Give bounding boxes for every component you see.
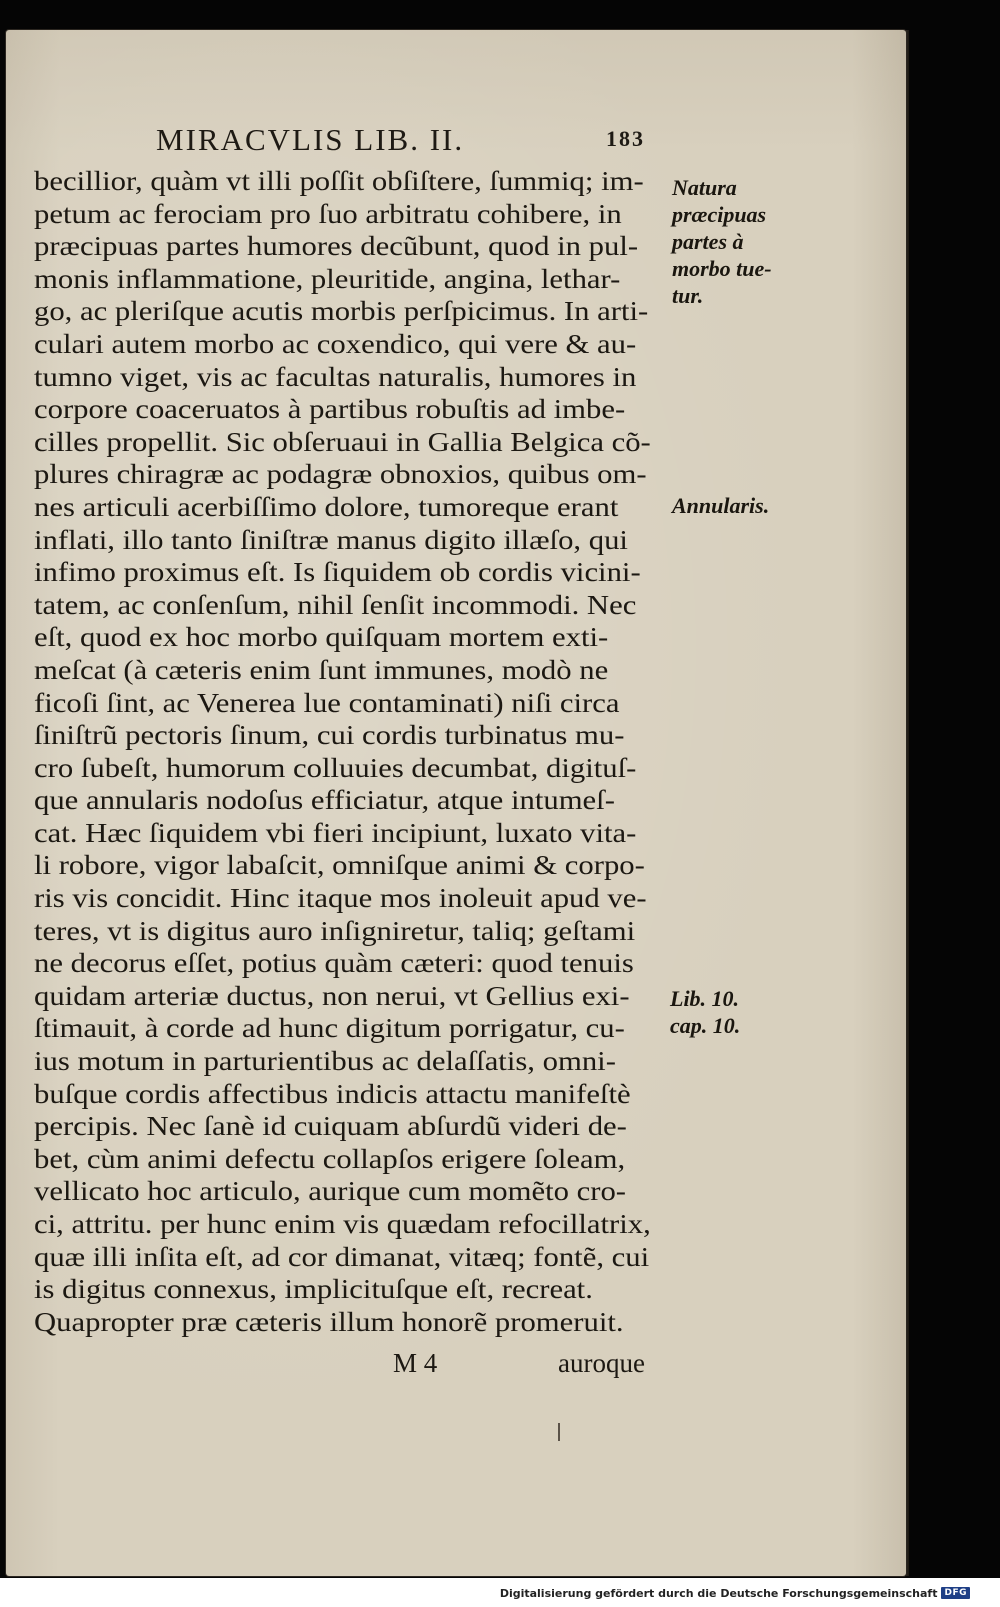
margin-note-line: Annularis.: [672, 493, 770, 518]
catchword: auroque: [558, 1348, 645, 1378]
page-number: 183: [606, 126, 645, 151]
text-line: becillior, quàm vt illi poſſit obſiſtere, ſummiq; im-: [34, 166, 644, 196]
running-header: [156, 122, 676, 162]
book-page: [6, 30, 906, 1576]
text-line: li robore, vigor labaſcit, omniſque animi & corpo-: [34, 850, 645, 881]
margin-note-line: tur.: [672, 283, 704, 308]
text-line: infimo proximus eſt. Is ſiquidem ob cordis vicini-: [34, 557, 641, 588]
digitization-credit: [500, 1583, 970, 1603]
text-line: ſiniſtrũ pectoris ſinum, cui cordis turbinatus mu-: [34, 720, 625, 751]
text-line: quidam arteriæ ductus, non nerui, vt Gellius exi-: [34, 980, 630, 1011]
margin-note-gellius-ref: [670, 985, 740, 1039]
margin-note-line: partes à: [672, 229, 744, 254]
text-line: cro ſubeſt, humorum colluuies decumbat, digituſ-: [34, 752, 637, 783]
text-line: tumno viget, vis ac facultas naturalis, humores in: [34, 361, 637, 392]
text-line: is digitus connexus, implicituſque eſt, recreat.: [34, 1274, 593, 1305]
text-line: ris vis concidit. Hinc itaque mos inoleuit apud ve-: [34, 883, 647, 914]
signature-mark: M 4: [393, 1348, 438, 1378]
text-line: teres, vt is digitus auro inſigniretur, taliq; geſtami: [34, 915, 636, 946]
text-line: go, ac pleriſque acutis morbis perſpicimus. In arti-: [34, 296, 649, 327]
body-text: [34, 165, 666, 1338]
margin-note-line: præcipuas: [672, 202, 767, 227]
text-line: ci, attritu. per hunc enim vis quædam refocillatrix,: [34, 1209, 651, 1239]
text-line: ne decorus eſſet, potius quàm cæteri: quod tenuis: [34, 948, 634, 979]
text-line: inflati, illo tanto ſiniſtræ manus digito illæſo, qui: [34, 524, 628, 555]
text-line: petum ac ferociam pro ſuo arbitratu cohibere, in: [34, 198, 622, 229]
margin-note-line: Natura: [672, 175, 737, 200]
text-line: nes articuli acerbiſſimo dolore, tumoreque erant: [34, 491, 619, 522]
text-line: que annularis nodoſus efficiatur, atque intumeſ-: [34, 785, 615, 816]
text-line: cilles propellit. Sic obſeruaui in Gallia Belgica cõ-: [34, 426, 651, 457]
margin-note-annularis: [672, 492, 769, 519]
text-line: plures chiragræ ac podagræ obnoxios, quibus om-: [34, 459, 647, 490]
stray-mark: [558, 1423, 560, 1441]
text-line: percipis. Nec ſanè id cuiquam abſurdũ videri de-: [34, 1111, 627, 1142]
text-line: buſque cordis affectibus indicis attactu manifeſtè: [34, 1078, 631, 1109]
header-title: MIRACVLIS LIB. II.: [156, 122, 465, 157]
text-line: ficoſi ſint, ac Venerea lue contaminati) niſi circa: [34, 687, 620, 718]
text-line: ius motum in parturientibus ac delaſſatis, omni-: [34, 1046, 616, 1077]
text-line: quæ illi inſita eſt, ad cor dimanat, vitæq; fontẽ, cui: [34, 1241, 650, 1272]
text-line: meſcat (à cæteris enim ſunt immunes, modò ne: [34, 654, 609, 685]
text-line: Quapropter præ cæteris illum honorẽ promeruit.: [34, 1306, 624, 1337]
text-line: eſt, quod ex hoc morbo quiſquam mortem exti-: [34, 622, 609, 653]
dfg-logo: DFG: [941, 1587, 970, 1599]
text-line: culari autem morbo ac coxendico, qui vere & au-: [34, 328, 637, 359]
credit-text: Digitalisierung gefördert durch die Deutsche Forschungsgemeinschaft: [499, 1586, 938, 1600]
margin-note-natura: [672, 174, 772, 309]
text-line: corpore coaceruatos à partibus robuſtis ad imbe-: [34, 394, 626, 425]
text-line: vellicato hoc articulo, aurique cum momẽto cro-: [34, 1176, 627, 1207]
margin-note-line: morbo tue-: [672, 256, 772, 281]
text-line: tatem, ac conſenſum, nihil ſenſit incommodi. Nec: [34, 589, 637, 620]
margin-note-line: Lib. 10.: [670, 986, 740, 1011]
text-line: cat. Hæc ſiquidem vbi fieri incipiunt, luxato vita-: [34, 817, 637, 848]
text-line: bet, cùm animi defectu collapſos erigere ſoleam,: [34, 1143, 626, 1174]
text-line: præcipuas partes humores decũbunt, quod in pul-: [34, 231, 639, 262]
text-line: monis inflammatione, pleuritide, angina, lethar-: [34, 263, 621, 294]
margin-note-line: cap. 10.: [670, 1013, 741, 1038]
text-line: ſtimauit, à corde ad hunc digitum porrigatur, cu-: [34, 1013, 625, 1044]
